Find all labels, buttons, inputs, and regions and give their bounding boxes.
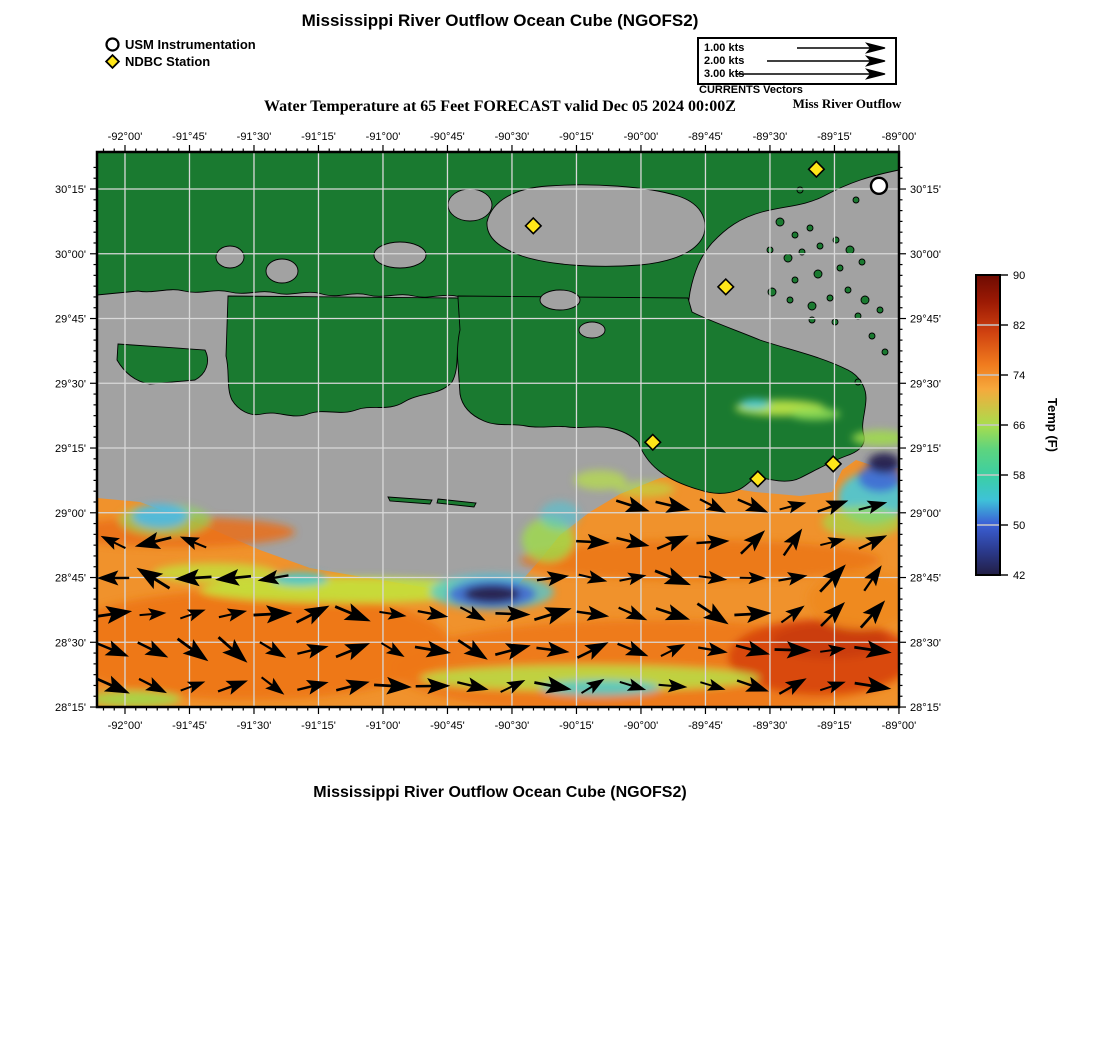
- svg-text:28°45': 28°45': [55, 572, 86, 585]
- svg-text:-90°30': -90°30': [494, 720, 530, 732]
- svg-text:-90°15': -90°15': [559, 131, 594, 143]
- svg-text:-89°15': -89°15': [817, 131, 852, 143]
- colorbar-tick-label: 66: [1013, 420, 1026, 432]
- svg-text:-89°45': -89°45': [688, 720, 723, 732]
- region-note: Miss River Outflow: [792, 96, 902, 111]
- svg-text:28°30': 28°30': [55, 637, 86, 650]
- figure-title: Mississippi River Outflow Ocean Cube (NGOFS2): [301, 11, 699, 30]
- colorbar: [976, 270, 1060, 582]
- colorbar-axis-label: Temp (F): [1045, 398, 1060, 452]
- svg-text:-90°45': -90°45': [430, 720, 465, 732]
- svg-text:29°45': 29°45': [910, 313, 941, 326]
- vector-legend-1kt: 1.00 kts: [704, 42, 745, 54]
- colorbar-tick-label: 74: [1013, 370, 1026, 382]
- colorbar-tick-label: 90: [1013, 270, 1026, 282]
- svg-text:-90°15': -90°15': [559, 720, 594, 732]
- svg-text:-89°30': -89°30': [752, 131, 788, 143]
- svg-text:-91°45': -91°45': [172, 720, 207, 732]
- svg-text:-92°00': -92°00': [107, 131, 143, 143]
- colorbar-tick-label: 42: [1013, 570, 1026, 582]
- svg-text:-90°30': -90°30': [494, 131, 530, 143]
- usm-instrumentation-marker: [871, 178, 887, 194]
- svg-text:-91°30': -91°30': [236, 720, 272, 732]
- svg-text:-91°00': -91°00': [365, 131, 401, 143]
- svg-text:-89°00': -89°00': [881, 720, 917, 732]
- svg-text:-90°45': -90°45': [430, 131, 465, 143]
- svg-text:-91°45': -91°45': [172, 131, 207, 143]
- svg-text:29°00': 29°00': [910, 507, 941, 520]
- svg-text:-91°15': -91°15': [301, 720, 336, 732]
- svg-text:-89°30': -89°30': [752, 720, 788, 732]
- svg-text:30°00': 30°00': [910, 248, 941, 261]
- map-area: [50, 152, 912, 716]
- legend-label-usm: USM Instrumentation: [125, 37, 256, 52]
- svg-text:-89°45': -89°45': [688, 131, 723, 143]
- svg-text:28°15': 28°15': [55, 702, 86, 715]
- legend-label-ndbc: NDBC Station: [125, 54, 211, 69]
- svg-text:-92°00': -92°00': [107, 720, 143, 732]
- svg-text:28°45': 28°45': [910, 572, 941, 585]
- svg-text:-90°00': -90°00': [623, 131, 659, 143]
- svg-text:-91°15': -91°15': [301, 131, 336, 143]
- svg-text:30°15': 30°15': [910, 184, 941, 197]
- figure-bottom-title: Mississippi River Outflow Ocean Cube (NGOFS2): [313, 784, 687, 801]
- svg-text:29°30': 29°30': [55, 378, 86, 391]
- svg-text:29°15': 29°15': [910, 443, 941, 456]
- svg-text:29°45': 29°45': [55, 313, 86, 326]
- svg-text:-91°00': -91°00': [365, 720, 401, 732]
- vector-legend-2kt: 2.00 kts: [704, 55, 745, 67]
- svg-text:30°00': 30°00': [55, 248, 86, 261]
- forecast-subtitle: Water Temperature at 65 Feet FORECAST valid Dec 05 2024 00:00Z: [264, 98, 736, 115]
- svg-text:-90°00': -90°00': [623, 720, 659, 732]
- colorbar-tick-label: 50: [1013, 520, 1026, 532]
- svg-text:29°30': 29°30': [910, 378, 941, 391]
- svg-text:30°15': 30°15': [55, 184, 86, 197]
- svg-text:28°30': 28°30': [910, 637, 941, 650]
- svg-text:29°00': 29°00': [55, 507, 86, 520]
- svg-text:-89°15': -89°15': [817, 720, 852, 732]
- svg-text:-89°00': -89°00': [881, 131, 917, 143]
- colorbar-tick-label: 82: [1013, 320, 1026, 332]
- vector-legend-3kt: 3.00 kts: [704, 68, 745, 80]
- colorbar-tick-label: 58: [1013, 470, 1026, 482]
- svg-text:-91°30': -91°30': [236, 131, 272, 143]
- svg-text:29°15': 29°15': [55, 443, 86, 456]
- svg-text:28°15': 28°15': [910, 702, 941, 715]
- currents-vectors-caption: CURRENTS Vectors: [699, 84, 803, 96]
